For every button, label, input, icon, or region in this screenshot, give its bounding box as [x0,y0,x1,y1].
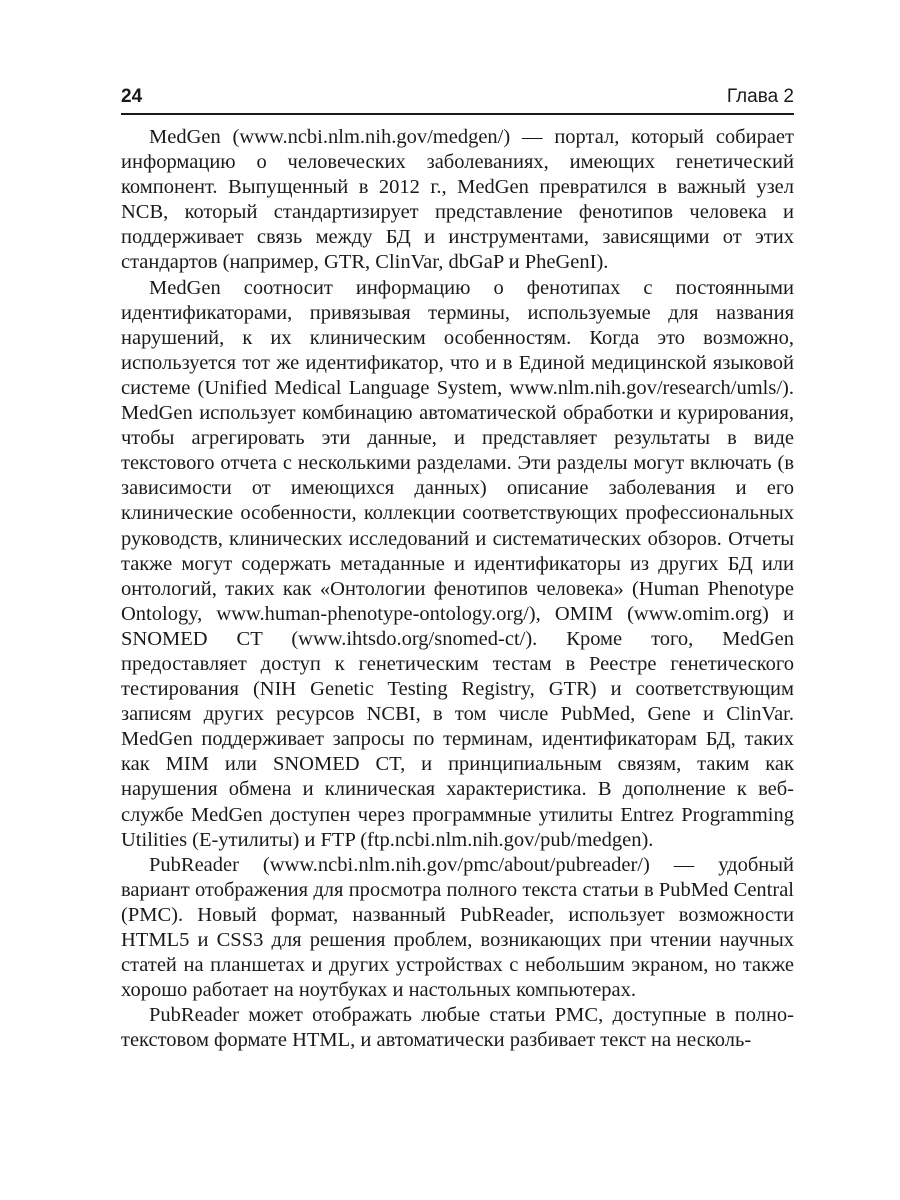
body-text [121,125,794,1053]
paragraph-pubreader-intro: PubReader (www.ncbi.nlm.nih.gov/pmc/about/pubreader/) — удобный вариант отображения для просмотра полного текста статьи в PubMed Central (PMC). Новый формат, названный PubReader, использует возможности HTML5 и CSS3 для решения проблем, возникающих при чтении научных статей на планшетах и других устройствах с небольшим экраном, но также хорошо работает на ноутбуках и настольных компьютерах. [121,853,794,1002]
book-page [121,0,794,1200]
paragraph-medgen-intro: MedGen (www.ncbi.nlm.nih.gov/medgen/) — портал, который собирает информацию о человеческих заболеваниях, имеющих генетический компонент. Выпущенный в 2012 г., MedGen превратился в важный узел NCB, который стандартизирует представление фенотипов человека и поддерживает связь между БД и инструментами, зависящими от этих стандартов (например, GTR, ClinVar, dbGaP и PheGenI). [121,126,794,274]
paragraph-pubreader-display: PubReader может отображать любые статьи PMC, доступные в полнотекстовом формате HTML, и автоматически разбивает текст на несколь- [121,1004,794,1052]
chapter-label: Глава 2 [726,86,794,107]
page-number: 24 [121,86,143,107]
header-rule [121,113,794,115]
paragraph-medgen-phenotypes: MedGen соотносит информацию о фенотипах с постоянными идентификаторами, привязывая термины, используемые для названия нарушений, к их клиническим особенностям. Когда это возможно, используется тот же идентификатор, что и в Единой медицинской языковой системе (Unified Medical Language System, www.nlm.nih.gov/research/umls/). MedGen использует комбинацию автоматической обработки и курирования, чтобы агрегировать эти данные, и представляет результаты в виде текстового отчета с несколькими разделами. Эти разделы могут включать (в зависимости от имеющихся данных) описание заболевания и его клинические особенности, коллекции соответствующих профессиональных руководств, клинических исследований и систематических обзоров. Отчеты также могут содержать метаданные и идентификаторы из других БД или онтологий, таких как «Онтологии фенотипов человека» (Human Phenotype Ontology, www.human-phenotype-ontology.org/), OMIM (www.omim.org) и SNOMED CT (www.ihtsdo.org/snomed-ct/). Кроме того, MedGen предоставляет доступ к генетическим тестам в Реестре генетического тестирования (NIH Genetic Testing Registry, GTR) и соответствующим записям других ресурсов NCBI, в том числе PubMed, Gene и ClinVar. MedGen поддерживает запросы по терминам, идентификаторам БД, таких как MIM или SNOMED CT, и принципиальным связям, таким как нарушения обмена и клиническая характеристика. В дополнение к веб-службе MedGen доступен через программные утилиты Entrez Programming Utilities (E-утилиты) и FTP (ftp.ncbi.nlm.nih.gov/pub/medgen). [121,276,794,851]
running-header [121,84,794,110]
